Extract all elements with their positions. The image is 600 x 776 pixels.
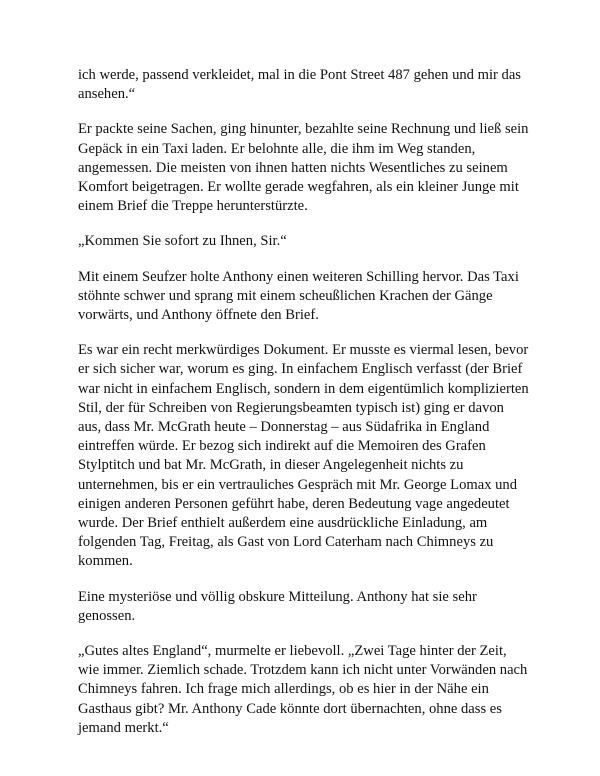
paragraph-1: ich werde, passend verkleidet, mal in die Pont Street 487 gehen und mir das ansehen.“ xyxy=(78,67,521,103)
paragraph-3: „Kommen Sie sofort zu Ihnen, Sir.“ xyxy=(78,233,287,250)
document-page xyxy=(78,66,530,754)
paragraph-2: Er packte seine Sachen, ging hinunter, bezahlte seine Rechnung und ließ sein Gepäck in ein Taxi laden. Er belohnte alle, die ihm im Weg standen, angemessen. Die meisten von ihnen hatten nichts Wesentliches zu seinem Komfort beigetragen. Er wollte gerade wegfahren, als ein kleiner Junge mit einem Brief die Treppe herunterstürzte. xyxy=(78,121,529,215)
paragraph-5: Es war ein recht merkwürdiges Dokument. Er musste es viermal lesen, bevor er sich sicher war, worum es ging. In einfachem Englisch verfasst (der Brief war nicht in einfachem Englisch, sondern in dem eigentümlich komplizierten Stil, der für Schreiben von Regierungsbeamten typisch ist) ging er davon aus, dass Mr. McGrath heute – Donnerstag – aus Südafrika in England eintreffen würde. Er bezog sich indirekt auf die Memoiren des Grafen Stylptitch und bat Mr. McGrath, in dieser Angelegenheit nichts zu unternehmen, bis er ein vertrauliches Gespräch mit Mr. George Lomax und einigen anderen Personen geführt habe, deren Bedeutung vage angedeutet wurde. Der Brief enthielt außerdem eine ausdrückliche Einladung, am folgenden Tag, Freitag, als Gast von Lord Caterham nach Chimneys zu kommen. xyxy=(78,342,529,570)
paragraph-6: Eine mysteriöse und völlig obskure Mitteilung. Anthony hat sie sehr genossen. xyxy=(78,588,477,624)
paragraph-4: Mit einem Seufzer holte Anthony einen weiteren Schilling hervor. Das Taxi stöhnte schwer und sprang mit einem scheußlichen Krachen der Gänge vorwärts, und Anthony öffnete den Brief. xyxy=(78,268,519,324)
paragraph-7: „Gutes altes England“, murmelte er liebevoll. „Zwei Tage hinter der Zeit, wie immer. Ziemlich schade. Trotzdem kann ich nicht unter Vorwänden nach Chimneys fahren. Ich frage mich allerdings, ob es hier in der Nähe ein Gasthaus gibt? Mr. Anthony Cade könnte dort übernachten, ohne dass es jemand merkt.“ xyxy=(78,643,528,736)
